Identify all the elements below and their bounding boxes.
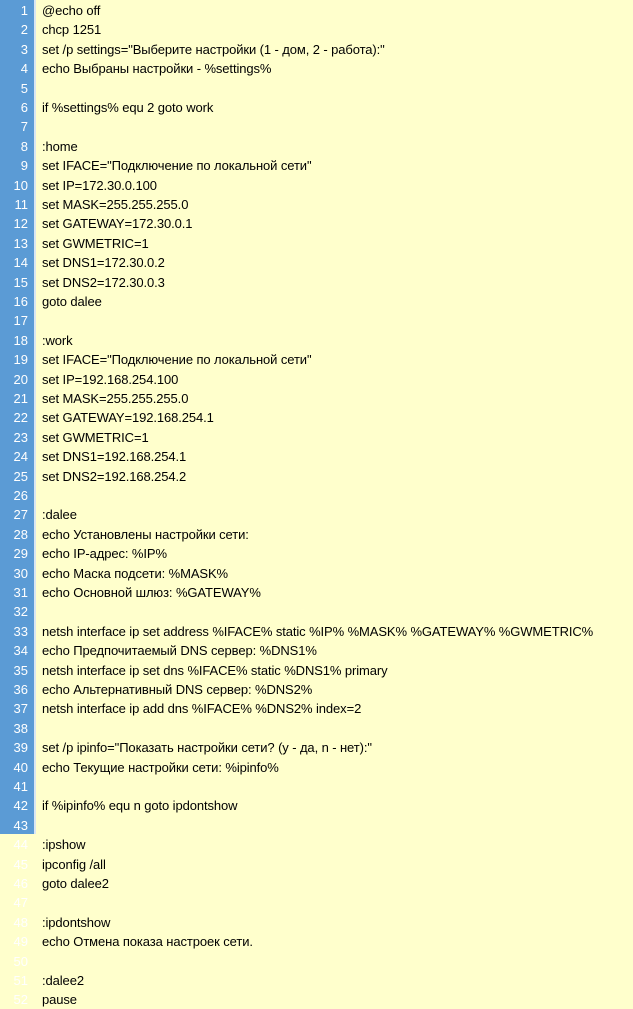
code-text[interactable]: @echo off [42, 3, 101, 18]
code-text[interactable]: if %settings% equ 2 goto work [42, 100, 214, 115]
line-number: 14 [13, 255, 28, 271]
code-text[interactable]: set IP=192.168.254.100 [42, 371, 179, 387]
code-text[interactable]: set DNS2=192.168.254.2 [42, 468, 187, 484]
line-number: 16 [13, 294, 28, 309]
code-text[interactable]: set GWMETRIC=1 [42, 235, 149, 251]
line-number: 33 [13, 623, 28, 639]
code-line[interactable] [0, 40, 633, 59]
code-text[interactable]: pause [42, 992, 77, 1008]
line-number: 26 [13, 488, 28, 503]
code-line[interactable] [0, 952, 633, 971]
code-line[interactable] [0, 661, 633, 680]
code-line[interactable] [0, 117, 633, 136]
code-line[interactable] [0, 990, 633, 1009]
line-number: 40 [13, 759, 28, 775]
line-number: 34 [13, 643, 28, 659]
code-line[interactable] [0, 214, 633, 233]
code-text[interactable]: if %ipinfo% equ n goto ipdontshow [42, 798, 238, 814]
code-line[interactable] [0, 913, 633, 932]
line-number: 22 [13, 410, 28, 426]
line-number: 10 [13, 177, 28, 193]
line-number: 20 [13, 371, 28, 387]
code-line[interactable] [0, 874, 633, 893]
line-number: 43 [13, 817, 28, 833]
code-line[interactable] [0, 467, 633, 486]
line-number: 39 [13, 740, 28, 756]
code-line[interactable] [0, 176, 633, 195]
code-text[interactable]: :ipdontshow [42, 914, 111, 930]
line-number: 4 [20, 61, 28, 77]
code-line[interactable] [0, 738, 633, 757]
code-line[interactable] [0, 583, 633, 602]
line-number: 23 [13, 429, 28, 445]
line-number: 12 [13, 216, 28, 232]
line-number: 7 [20, 119, 28, 135]
code-line[interactable] [0, 273, 633, 292]
code-line[interactable] [0, 79, 633, 98]
line-number: 5 [20, 80, 28, 96]
code-text[interactable]: goto dalee [42, 294, 102, 309]
code-line[interactable] [0, 699, 633, 718]
code-line[interactable] [0, 971, 633, 990]
code-text[interactable]: ipconfig /all [42, 856, 106, 872]
code-text[interactable]: echo Выбраны настройки - %settings% [42, 61, 272, 77]
code-line[interactable] [0, 932, 633, 951]
code-text[interactable]: set /p ipinfo="Показать настройки сети? (y - да, n - нет):" [42, 740, 372, 756]
line-number: 13 [13, 235, 28, 251]
code-text[interactable]: echo Основной шлюз: %GATEWAY% [42, 585, 261, 600]
code-text[interactable]: :dalee2 [42, 973, 84, 988]
code-line[interactable] [0, 20, 633, 39]
code-line[interactable] [0, 311, 633, 330]
line-number: 17 [13, 313, 28, 329]
code-line[interactable] [0, 835, 633, 854]
code-line[interactable] [0, 98, 633, 117]
code-line[interactable] [0, 758, 633, 777]
line-number: 29 [13, 546, 28, 562]
code-line[interactable] [0, 622, 633, 641]
code-line[interactable] [0, 777, 633, 796]
line-number: 8 [20, 138, 28, 154]
code-text[interactable]: set IP=172.30.0.100 [42, 177, 157, 193]
code-line[interactable] [0, 350, 633, 369]
line-number: 19 [13, 352, 28, 368]
code-text[interactable]: netsh interface ip set address %IFACE% static %IP% %MASK% %GATEWAY% %GWMETRIC% [42, 623, 594, 639]
line-number: 11 [14, 197, 28, 212]
code-line[interactable] [0, 137, 633, 156]
code-text[interactable]: set MASK=255.255.255.0 [42, 391, 189, 406]
code-text[interactable]: :dalee [42, 507, 77, 523]
code-text[interactable]: set IFACE="Подключение по локальной сети" [42, 158, 312, 174]
code-text[interactable]: echo Альтернативный DNS сервер: %DNS2% [42, 682, 313, 697]
line-number: 35 [13, 662, 28, 678]
line-number: 31 [13, 585, 28, 600]
code-text[interactable]: netsh interface ip add dns %IFACE% %DNS2% index=2 [42, 701, 362, 717]
code-text[interactable]: set GATEWAY=192.168.254.1 [42, 410, 214, 426]
code-line[interactable] [0, 156, 633, 175]
line-number: 48 [13, 914, 28, 930]
code-line[interactable] [0, 816, 633, 835]
line-number: 24 [13, 449, 28, 465]
line-number: 47 [13, 895, 28, 911]
code-text[interactable]: echo Отмена показа настроек сети. [42, 934, 253, 950]
code-text[interactable]: echo Предпочитаемый DNS сервер: %DNS1% [42, 643, 317, 659]
line-number: 52 [13, 992, 28, 1008]
line-number: 42 [13, 798, 28, 814]
code-text[interactable]: netsh interface ip set dns %IFACE% static %DNS1% primary [42, 662, 388, 678]
code-text[interactable]: set MASK=255.255.255.0 [42, 197, 189, 212]
code-line[interactable] [0, 796, 633, 815]
line-number: 28 [13, 526, 28, 542]
line-number: 21 [13, 391, 28, 406]
code-line[interactable] [0, 602, 633, 621]
line-number: 38 [13, 720, 28, 736]
code-line[interactable] [0, 680, 633, 699]
code-line[interactable] [0, 447, 633, 466]
line-number: 18 [13, 332, 28, 348]
code-line[interactable] [0, 719, 633, 738]
code-text[interactable]: :ipshow [42, 837, 86, 853]
code-text[interactable]: set GATEWAY=172.30.0.1 [42, 216, 193, 232]
code-line[interactable] [0, 292, 633, 311]
line-number: 27 [13, 507, 28, 523]
code-text[interactable]: chcp 1251 [42, 22, 102, 38]
line-number: 6 [20, 100, 28, 115]
code-text[interactable]: echo IP-адрес: %IP% [42, 546, 167, 562]
line-number: 3 [20, 41, 28, 57]
code-text[interactable]: set /p settings="Выберите настройки (1 - дом, 2 - работа):" [42, 41, 385, 57]
code-line[interactable] [0, 389, 633, 408]
line-number: 32 [13, 604, 28, 620]
code-line[interactable] [0, 893, 633, 912]
code-line[interactable] [0, 59, 633, 78]
line-number: 51 [13, 973, 28, 988]
code-line[interactable] [0, 855, 633, 874]
code-line[interactable] [0, 525, 633, 544]
code-line[interactable] [0, 486, 633, 505]
code-line[interactable] [0, 428, 633, 447]
line-number: 50 [13, 953, 28, 969]
code-text[interactable]: echo Маска подсети: %MASK% [42, 565, 228, 581]
line-number: 15 [13, 274, 28, 290]
code-text[interactable]: set IFACE="Подключение по локальной сети" [42, 352, 312, 368]
line-number: 9 [20, 158, 28, 174]
line-number: 1 [20, 3, 28, 18]
code-text[interactable]: set DNS2=172.30.0.3 [42, 274, 165, 290]
code-line[interactable] [0, 641, 633, 660]
code-line[interactable] [0, 370, 633, 389]
code-line[interactable] [0, 234, 633, 253]
code-text[interactable]: :home [42, 138, 78, 154]
code-text[interactable]: :work [42, 332, 73, 348]
line-number: 37 [13, 701, 28, 717]
code-line[interactable] [0, 408, 633, 427]
code-line[interactable] [0, 564, 633, 583]
line-number: 36 [13, 682, 28, 697]
line-number: 41 [13, 779, 28, 794]
code-text[interactable]: set DNS1=192.168.254.1 [42, 449, 187, 465]
line-number: 45 [13, 856, 28, 872]
line-number: 44 [13, 837, 28, 853]
code-line[interactable] [0, 253, 633, 272]
code-line[interactable] [0, 1, 633, 20]
code-line[interactable] [0, 195, 633, 214]
line-number: 49 [13, 934, 28, 950]
code-line[interactable] [0, 544, 633, 563]
line-number: 2 [20, 22, 28, 38]
code-text[interactable]: echo Установлены настройки сети: [42, 526, 249, 542]
code-line[interactable] [0, 505, 633, 524]
line-number: 25 [13, 468, 28, 484]
code-text[interactable]: echo Текущие настройки сети: %ipinfo% [42, 759, 279, 775]
code-text[interactable]: set DNS1=172.30.0.2 [42, 255, 165, 271]
line-number: 30 [13, 565, 28, 581]
line-number: 46 [13, 876, 28, 891]
code-line[interactable] [0, 331, 633, 350]
code-text[interactable]: goto dalee2 [42, 876, 109, 891]
code-text[interactable]: set GWMETRIC=1 [42, 429, 149, 445]
